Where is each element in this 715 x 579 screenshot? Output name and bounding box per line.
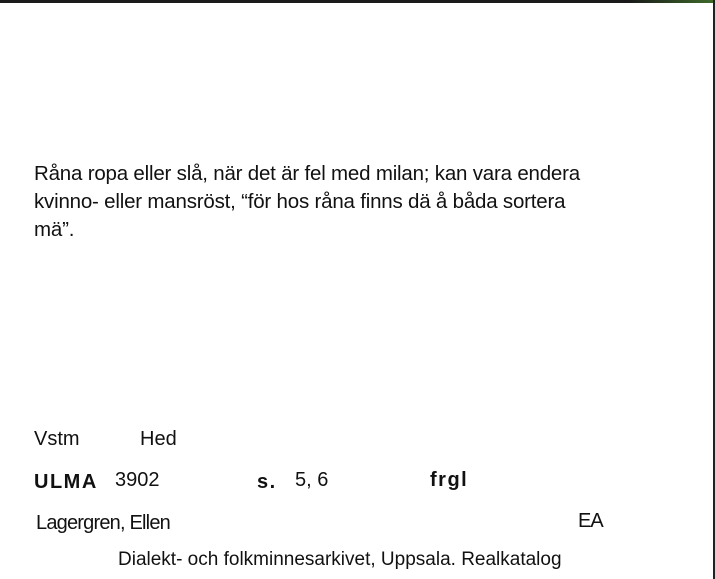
body-line: kvinno- eller mansröst, “för hos råna finns dä å båda sortera — [34, 190, 566, 213]
body-line: Råna ropa eller slå, när det är fel med milan; kan vara endera — [34, 162, 580, 185]
landskap-label: Vstm — [34, 428, 80, 450]
page-numbers: 5, 6 — [295, 469, 329, 491]
archive-number: 3902 — [115, 469, 160, 491]
record-type: frgl — [430, 469, 469, 491]
archive-code: ULMA — [34, 471, 98, 493]
card-body-text — [34, 160, 674, 244]
archive-footer: Dialekt- och folkminnesarkivet, Uppsala. Realkatalog — [118, 549, 562, 570]
body-line: mä”. — [34, 218, 75, 241]
page-prefix: s. — [257, 471, 277, 493]
initials: EA — [578, 510, 603, 532]
socken-label: Hed — [140, 428, 177, 450]
collector-name: Lagergren, Ellen — [36, 512, 170, 534]
card-top-edge — [0, 0, 715, 3]
